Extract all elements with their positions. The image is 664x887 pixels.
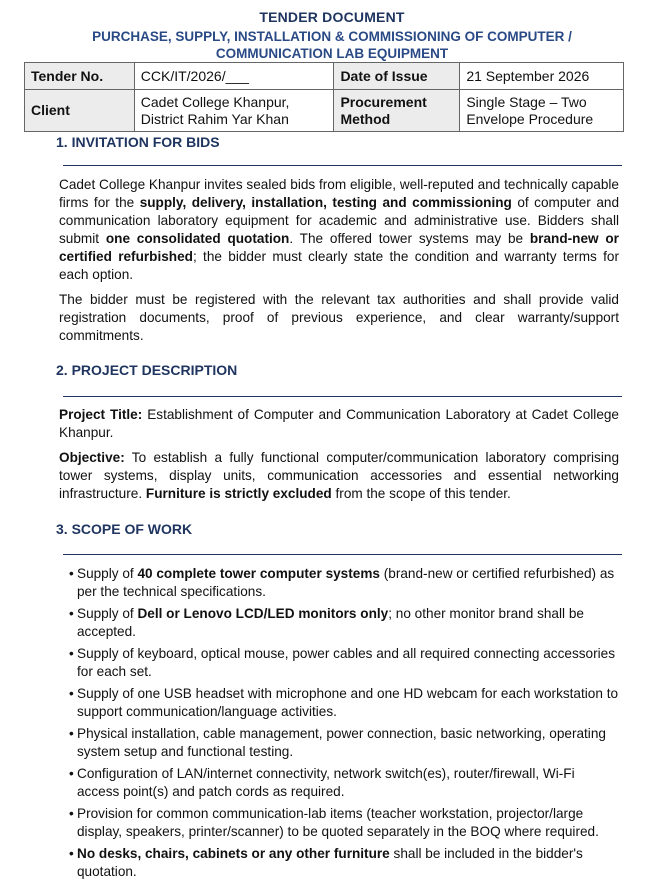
info-row-client <box>25 90 624 132</box>
list-item <box>60 605 620 641</box>
objective-label: Objective: <box>59 450 125 465</box>
section-2-divider <box>63 396 622 397</box>
text-span: Physical installation, cable management, power connection, basic networking, operating system setup and functional testing. <box>77 726 606 759</box>
section-2-heading: 2. PROJECT DESCRIPTION <box>56 362 238 378</box>
tender-info-table <box>24 62 624 132</box>
section-3-heading: 3. SCOPE OF WORK <box>56 521 193 537</box>
list-item <box>60 645 620 681</box>
method-label-line-1: Procurement <box>340 93 427 110</box>
text-span: Supply of keyboard, optical mouse, power cables and all required connecting accessories for each set. <box>77 646 616 679</box>
text-span: Supply of <box>77 606 138 621</box>
section-1-divider <box>63 165 622 166</box>
project-title-text: Establishment of Computer and Communication Laboratory at Cadet College Khanpur. <box>59 407 619 440</box>
tender-no-value: CCK/IT/2026/___ <box>134 63 334 90</box>
list-item <box>60 845 620 881</box>
section-1-heading: 1. INVITATION FOR BIDS <box>56 134 220 150</box>
objective-text: To establish a fully functional computer/communication laboratory comprising tower systems, display units, communication accessories and essential networking infrastructure. <box>59 450 619 501</box>
text-span: Supply of <box>77 566 138 581</box>
invitation-paragraph-2: The bidder must be registered with the relevant tax authorities and shall provide valid registration documents, proof of previous experience, and clear warranty/support commitments. <box>59 292 619 343</box>
procurement-method-value <box>460 90 624 132</box>
text-span: of computer and communication laboratory equipment for academic and administrative use. Bidders shall submit <box>59 195 620 246</box>
list-item <box>60 765 620 801</box>
bold-span: supply, delivery, installation, testing and commissioning <box>139 195 512 210</box>
text-span: Supply of one USB headset with microphone and one HD webcam for each workstation to support communication/language activities. <box>77 686 619 719</box>
method-line-2: Envelope Procedure <box>466 110 594 127</box>
text-span: shall be included in the bidder's quotation. <box>77 846 583 879</box>
list-item <box>60 805 620 841</box>
client-label: Client <box>25 90 135 132</box>
bold-span: Dell or Lenovo LCD/LED monitors only <box>137 606 389 621</box>
text-span: ; no other monitor brand shall be accepted. <box>77 606 584 639</box>
date-of-issue-value: 21 September 2026 <box>460 63 624 90</box>
subtitle-line-2: COMMUNICATION LAB EQUIPMENT <box>215 46 449 61</box>
objective-tail: from the scope of this tender. <box>331 486 511 501</box>
scope-of-work-list <box>60 565 620 885</box>
client-value <box>134 90 334 132</box>
objective-bold: Furniture is strictly excluded <box>145 486 332 501</box>
tender-no-label: Tender No. <box>25 63 135 90</box>
method-line-1: Single Stage – Two <box>466 93 587 110</box>
client-line-1: Cadet College Khanpur, <box>140 93 290 110</box>
text-span: ; the bidder must clearly state the condition and warranty terms for each option. <box>59 249 619 282</box>
document-title: TENDER DOCUMENT <box>259 9 405 25</box>
text-span: . The offered tower systems may be <box>289 231 530 246</box>
text-span: Provision for common communication-lab items (teacher workstation, projector/large display, speakers, printer/scanner) to be quoted separately in the BOQ where required. <box>77 806 599 839</box>
project-title-paragraph <box>59 406 619 442</box>
project-title-label: Project Title: <box>59 407 143 422</box>
info-row-tender <box>25 63 624 90</box>
list-item <box>60 565 620 601</box>
subtitle-line-1: PURCHASE, SUPPLY, INSTALLATION & COMMISSIONING OF COMPUTER / <box>92 29 572 44</box>
method-label-line-2: Method <box>340 110 391 127</box>
text-span: (brand-new or certified refurbished) as per the technical specifications. <box>77 566 615 599</box>
procurement-method-label <box>334 90 460 132</box>
invitation-paragraph-1 <box>59 176 619 284</box>
section-3-divider <box>63 554 622 555</box>
bold-span: 40 complete tower computer systems <box>137 566 380 581</box>
text-span: Cadet College Khanpur invites sealed bids from eligible, well-reputed and technically capable firms for the <box>59 177 619 210</box>
bold-span: one consolidated quotation <box>105 231 290 246</box>
list-item <box>60 725 620 761</box>
bold-span: brand-new or certified refurbished <box>59 231 619 264</box>
bold-span: No desks, chairs, cabinets or any other furniture <box>77 846 390 861</box>
text-span: Configuration of LAN/internet connectivity, network switch(es), router/firewall, Wi-Fi access point(s) and patch cords as required. <box>77 766 575 799</box>
list-item <box>60 685 620 721</box>
objective-paragraph <box>59 449 619 503</box>
client-line-2: District Rahim Yar Khan <box>140 110 289 127</box>
document-subtitle <box>40 28 624 62</box>
date-of-issue-label: Date of Issue <box>334 63 460 90</box>
